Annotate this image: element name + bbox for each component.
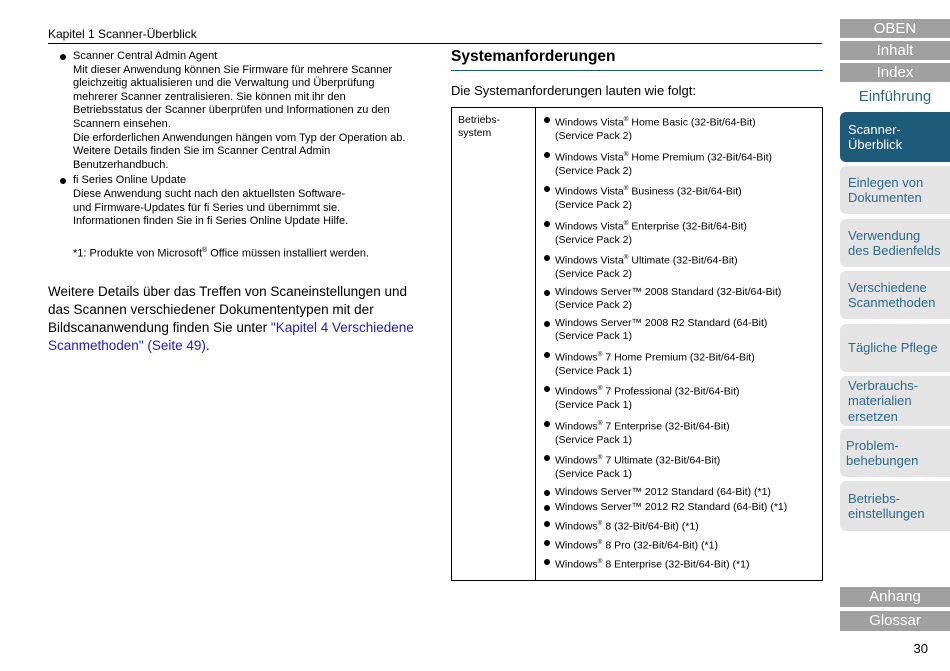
service-pack: (Service Pack 1) [555, 399, 633, 411]
service-pack: (Service Pack 2) [555, 233, 633, 246]
bullet-icon [544, 152, 550, 158]
os-name: Windows Vista [555, 151, 624, 163]
os-name: Windows Vista [555, 116, 624, 129]
bullet-icon [544, 221, 550, 227]
registered-mark: ® [623, 254, 629, 261]
bullet-icon [60, 178, 66, 184]
os-edition: Home Premium (32-Bit/64-Bit) [628, 151, 773, 163]
tab-label: Tägliche Pflege [848, 340, 938, 356]
bullet-icon [544, 505, 550, 511]
os-edition: Ultimate (32-Bit/64-Bit) [628, 254, 738, 267]
os-item [542, 486, 816, 500]
service-pack: (Service Pack 2) [555, 164, 633, 177]
tab-label: Einlegen von Dokumenten [848, 174, 924, 205]
registered-mark: ® [597, 350, 603, 358]
registered-mark: ® [623, 116, 629, 123]
os-name: Windows [555, 558, 598, 570]
tab-label: Betriebs- einstellungen [848, 490, 925, 521]
os-item [542, 217, 816, 248]
os-name: Windows Server™ 2008 R2 Standard (64-Bit) [555, 316, 768, 329]
service-pack: (Service Pack 1) [555, 468, 633, 480]
tab-label: Problem- behebungen [846, 437, 919, 468]
registered-mark: ® [597, 519, 603, 527]
bullet-icon [544, 559, 550, 565]
tab-einfuehrung[interactable] [840, 86, 950, 108]
os-item [542, 113, 816, 144]
registered-mark: ® [597, 385, 603, 392]
registered-mark: ® [597, 557, 603, 565]
os-item [542, 286, 816, 313]
tab-label: Scanner- Überblick [848, 121, 903, 152]
index-button[interactable]: Index [840, 63, 950, 82]
bullet-title: Scanner Central Admin Agent [73, 50, 218, 62]
tab-einlegen-von-dokumenten[interactable] [840, 166, 950, 214]
os-name: Windows [555, 385, 598, 398]
tab-verwendung-des-bedienfelds[interactable] [840, 219, 950, 267]
service-pack: (Service Pack 1) [555, 330, 633, 342]
os-edition: 7 Home Premium (32-Bit/64-Bit) [602, 351, 755, 363]
os-item [542, 382, 816, 413]
tab-taegliche-pflege[interactable] [840, 324, 950, 372]
os-edition: 8 Pro (32-Bit/64-Bit) (*1) [602, 539, 718, 551]
paragraph-text: Weitere Details über das Treffen von Scaneinstellungen und das Scannen verschiedener Dokumententypen mit der Bildscananwendung finden Sie unter [48, 284, 407, 336]
registered-mark: ® [623, 150, 629, 158]
os-item [542, 451, 816, 482]
service-pack: (Service Pack 1) [555, 364, 633, 377]
bullet-body: Mit dieser Anwendung können Sie Firmware für mehrere Scanner gleichzeitig aktualisieren und die Verwaltung und Überprüfung mehrerer Scanner zentralisieren. Sie können mit ihr den Betriebsstatus der Scanner überprüfen und Informationen zu den Scannern einsehen. Die erforderlichen Anwendungen hängen vom Typ der Operation ab. Weitere Details finden Sie im Scanner Central Admin Benutzerhandbuch. [73, 63, 406, 171]
bullet-icon [544, 521, 550, 527]
list-item [48, 50, 428, 172]
footnote [48, 247, 428, 260]
footnote-text: *1: Produkte von Microsoft [73, 247, 203, 260]
bullet-icon [544, 421, 550, 427]
os-name: Windows [555, 520, 598, 532]
inhalt-button[interactable]: Inhalt [840, 41, 950, 60]
os-list-cell [536, 108, 823, 581]
os-item [542, 536, 816, 553]
os-edition: 7 Professional (32-Bit/64-Bit) [602, 385, 740, 398]
list-item [48, 174, 428, 228]
tab-verbrauchsmaterialien-ersetzen[interactable] [840, 376, 950, 426]
os-item [542, 517, 816, 534]
section-title: Systemanforderungen [451, 48, 823, 71]
os-item [542, 317, 816, 344]
tab-scanner-ueberblick[interactable] [840, 112, 950, 162]
registered-mark: ® [597, 419, 603, 427]
chapter4-link[interactable]: "Kapitel 4 Verschiedene Scanmethoden" (Seite 49) [48, 320, 414, 354]
chapter-title: Kapitel 1 Scanner-Überblick [48, 27, 197, 41]
os-item [542, 417, 816, 448]
registered-mark: ® [623, 185, 629, 192]
tab-problembehebungen[interactable] [840, 429, 950, 477]
bullet-icon [544, 290, 550, 296]
os-edition: Home Basic (32-Bit/64-Bit) [628, 116, 756, 129]
anhang-button[interactable]: Anhang [840, 587, 950, 607]
oben-button[interactable]: OBEN [840, 19, 950, 38]
os-name: Windows Server™ 2012 R2 Standard (64-Bit) (*1) [555, 501, 788, 513]
os-item [542, 148, 816, 179]
os-item [542, 501, 816, 515]
os-item [542, 348, 816, 379]
registered-mark: ® [623, 219, 629, 227]
service-pack: (Service Pack 1) [555, 433, 633, 446]
os-edition: 8 Enterprise (32-Bit/64-Bit) (*1) [602, 558, 750, 570]
paragraph-end: . [205, 338, 210, 354]
registered-mark: ® [202, 246, 208, 254]
tab-betriebseinstellungen[interactable] [840, 481, 950, 531]
os-item [542, 251, 816, 282]
os-name: Windows Vista [555, 185, 624, 198]
tab-label: Verbrauchs- materialien ersetzen [848, 377, 919, 424]
tab-label: Verwendung des Bedienfelds [848, 227, 941, 258]
os-name: Windows Server™ 2012 Standard (64-Bit) (*1) [555, 485, 771, 498]
bullet-icon [544, 540, 550, 546]
os-edition: 7 Ultimate (32-Bit/64-Bit) [602, 454, 721, 467]
service-pack: (Service Pack 2) [555, 299, 633, 311]
os-name: Windows Vista [555, 254, 624, 267]
tab-label: Einführung [858, 88, 932, 106]
footnote-text-end: Office müssen installiert werden. [207, 247, 369, 260]
os-name: Windows Vista [555, 220, 624, 232]
registered-mark: ® [597, 454, 603, 461]
bullet-title: fi Series Online Update [73, 174, 187, 187]
os-name: Windows [555, 420, 598, 432]
os-edition: Enterprise (32-Bit/64-Bit) [628, 220, 747, 232]
page-header [48, 26, 822, 44]
page-number: 30 [913, 641, 928, 656]
bullet-icon [544, 321, 550, 327]
bullet-icon [544, 386, 550, 392]
bullet-icon [544, 117, 550, 123]
service-pack: (Service Pack 2) [555, 268, 633, 280]
details-paragraph [48, 283, 428, 355]
os-name: Windows [555, 539, 598, 551]
table-row [452, 108, 823, 581]
os-edition: 8 (32-Bit/64-Bit) (*1) [602, 520, 699, 532]
bullet-icon [544, 490, 550, 496]
bullet-icon [544, 352, 550, 358]
service-pack: (Service Pack 2) [555, 199, 633, 211]
os-edition: 7 Enterprise (32-Bit/64-Bit) [602, 420, 730, 432]
bullet-body: Diese Anwendung sucht nach den aktuellsten Software- und Firmware-Updates für fi Series und übernimmt sie. Informationen finden Sie in fi Series Online Update Hilfe. [73, 187, 349, 228]
os-name: Windows Server™ 2008 Standard (32-Bit/64-Bit) [555, 285, 782, 298]
os-item [542, 182, 816, 213]
section-intro: Die Systemanforderungen lauten wie folgt: [451, 83, 696, 98]
tab-label: Verschiedene Scanmethoden [848, 279, 936, 310]
os-name: Windows [555, 351, 598, 363]
category-cell: Betriebs- system [452, 108, 536, 581]
bullet-icon [544, 455, 550, 461]
os-edition: Business (32-Bit/64-Bit) [628, 185, 742, 198]
service-pack: (Service Pack 2) [555, 130, 633, 142]
bullet-icon [544, 255, 550, 261]
requirements-table [451, 107, 823, 581]
bullet-icon [60, 54, 66, 60]
bullet-icon [544, 186, 550, 192]
left-column [48, 50, 428, 355]
os-item [542, 555, 816, 572]
tab-verschiedene-scanmethoden[interactable] [840, 271, 950, 319]
os-name: Windows [555, 454, 598, 467]
right-column [451, 48, 823, 581]
registered-mark: ® [597, 538, 603, 546]
glossar-button[interactable]: Glossar [840, 611, 950, 631]
